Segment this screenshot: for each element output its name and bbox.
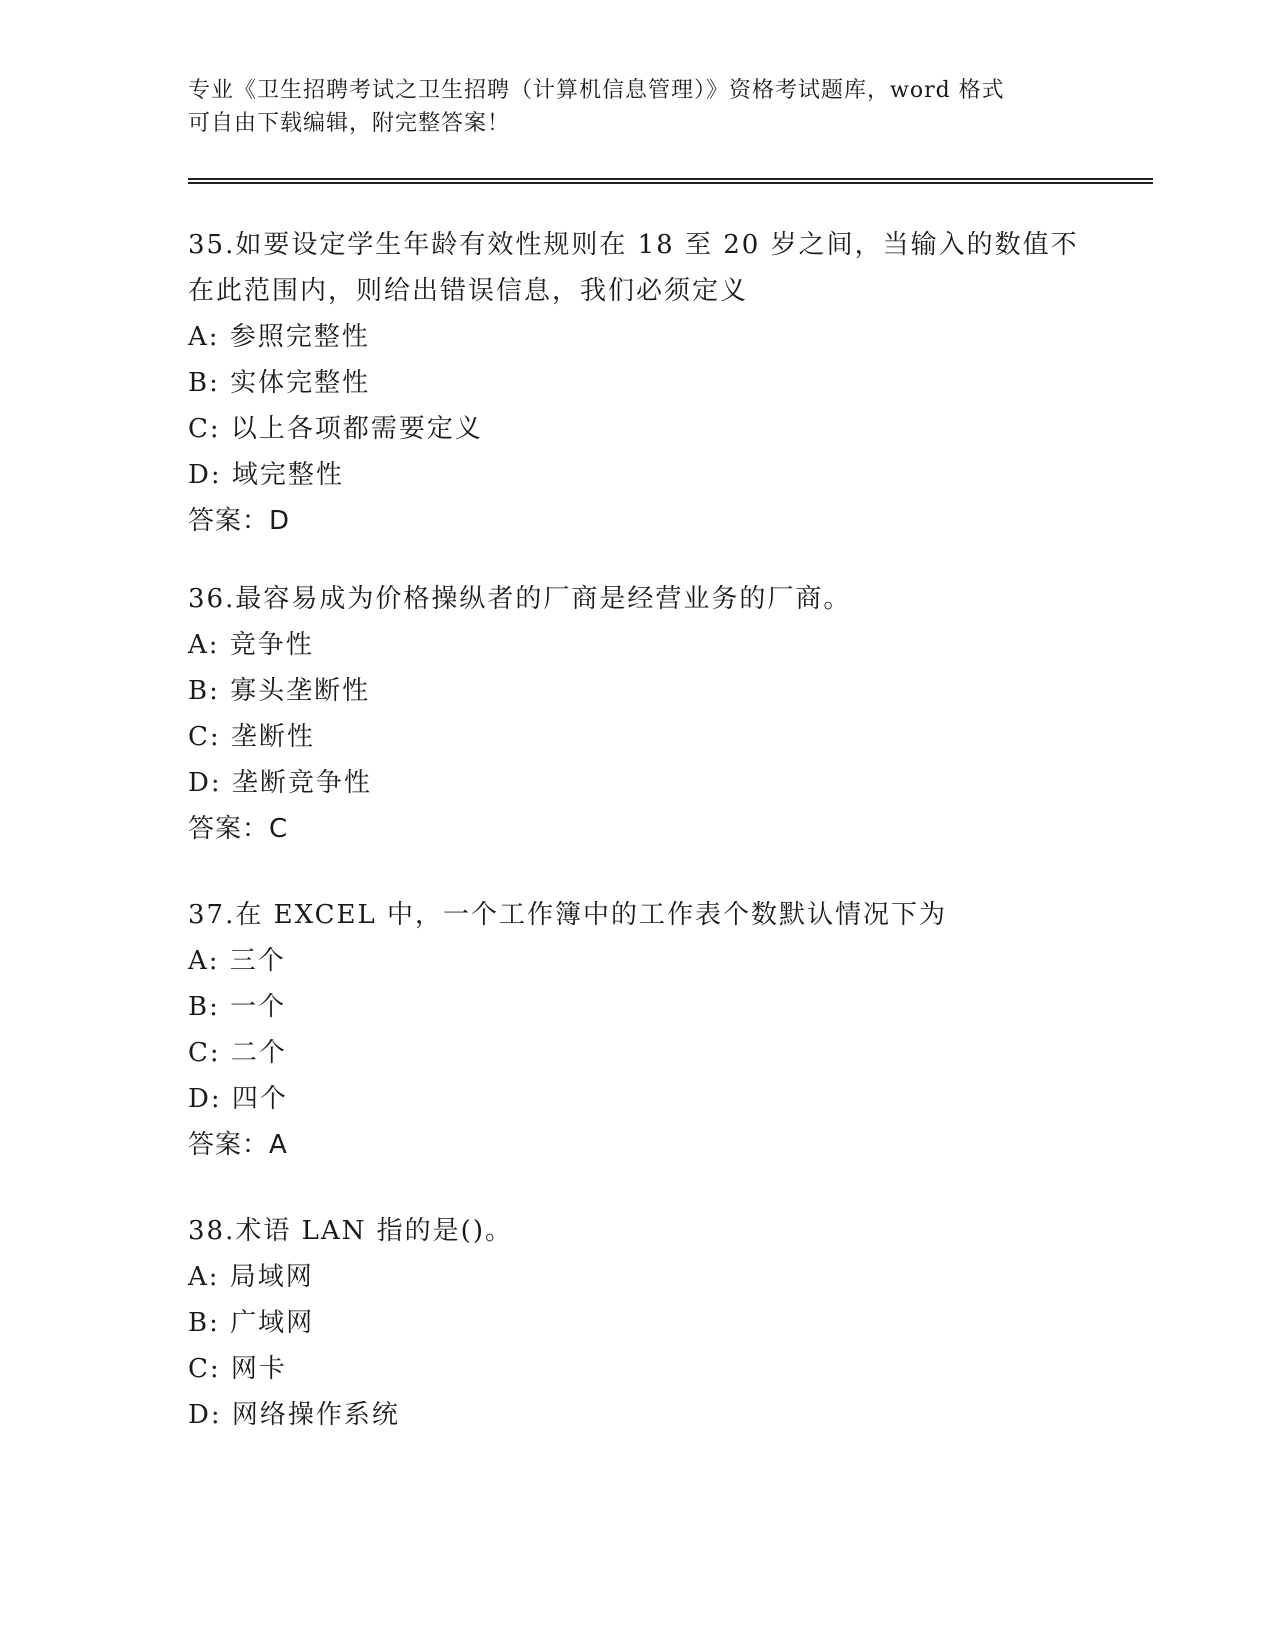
header-line-1: 专业《卫生招聘考试之卫生招聘（计算机信息管理）》资格考试题库，word 格式	[188, 78, 1005, 103]
question-text: 35.如要设定学生年龄有效性规则在 18 至 20 岁之间，当输入的数值不	[188, 230, 1079, 260]
question-text: 37.在 EXCEL 中，一个工作簿中的工作表个数默认情况下为	[188, 900, 948, 930]
option-c: C: 垄断性	[188, 722, 315, 752]
document-header	[188, 74, 1068, 140]
question-text: 38.术语 LAN 指的是()。	[188, 1216, 513, 1246]
option-a: A: 局域网	[188, 1262, 314, 1292]
option-d: D: 网络操作系统	[188, 1400, 400, 1430]
answer-label: 答案：A	[188, 1130, 288, 1160]
option-a: A: 三个	[188, 946, 286, 976]
question-35	[188, 222, 1088, 544]
question-text-continued: 在此范围内，则给出错误信息，我们必须定义	[188, 276, 749, 306]
option-b: B: 寡头垄断性	[188, 676, 371, 706]
option-a: A: 参照完整性	[188, 322, 370, 352]
option-c: C: 以上各项都需要定义	[188, 414, 483, 444]
question-38	[188, 1208, 1088, 1438]
answer-label: 答案：D	[188, 506, 291, 536]
option-b: B: 广域网	[188, 1308, 315, 1338]
option-b: B: 实体完整性	[188, 368, 371, 398]
header-line-2: 可自由下载编辑，附完整答案！	[188, 111, 511, 136]
option-c: C: 网卡	[188, 1354, 287, 1384]
answer-label: 答案：C	[188, 814, 289, 844]
question-text: 36.最容易成为价格操纵者的厂商是经营业务的厂商。	[188, 584, 852, 614]
option-d: D: 四个	[188, 1084, 288, 1114]
question-37	[188, 892, 1088, 1168]
option-d: D: 域完整性	[188, 460, 344, 490]
option-b: B: 一个	[188, 992, 287, 1022]
header-divider	[188, 178, 1153, 184]
option-d: D: 垄断竞争性	[188, 768, 372, 798]
option-c: C: 二个	[188, 1038, 287, 1068]
option-a: A: 竞争性	[188, 630, 314, 660]
question-36	[188, 576, 1088, 852]
